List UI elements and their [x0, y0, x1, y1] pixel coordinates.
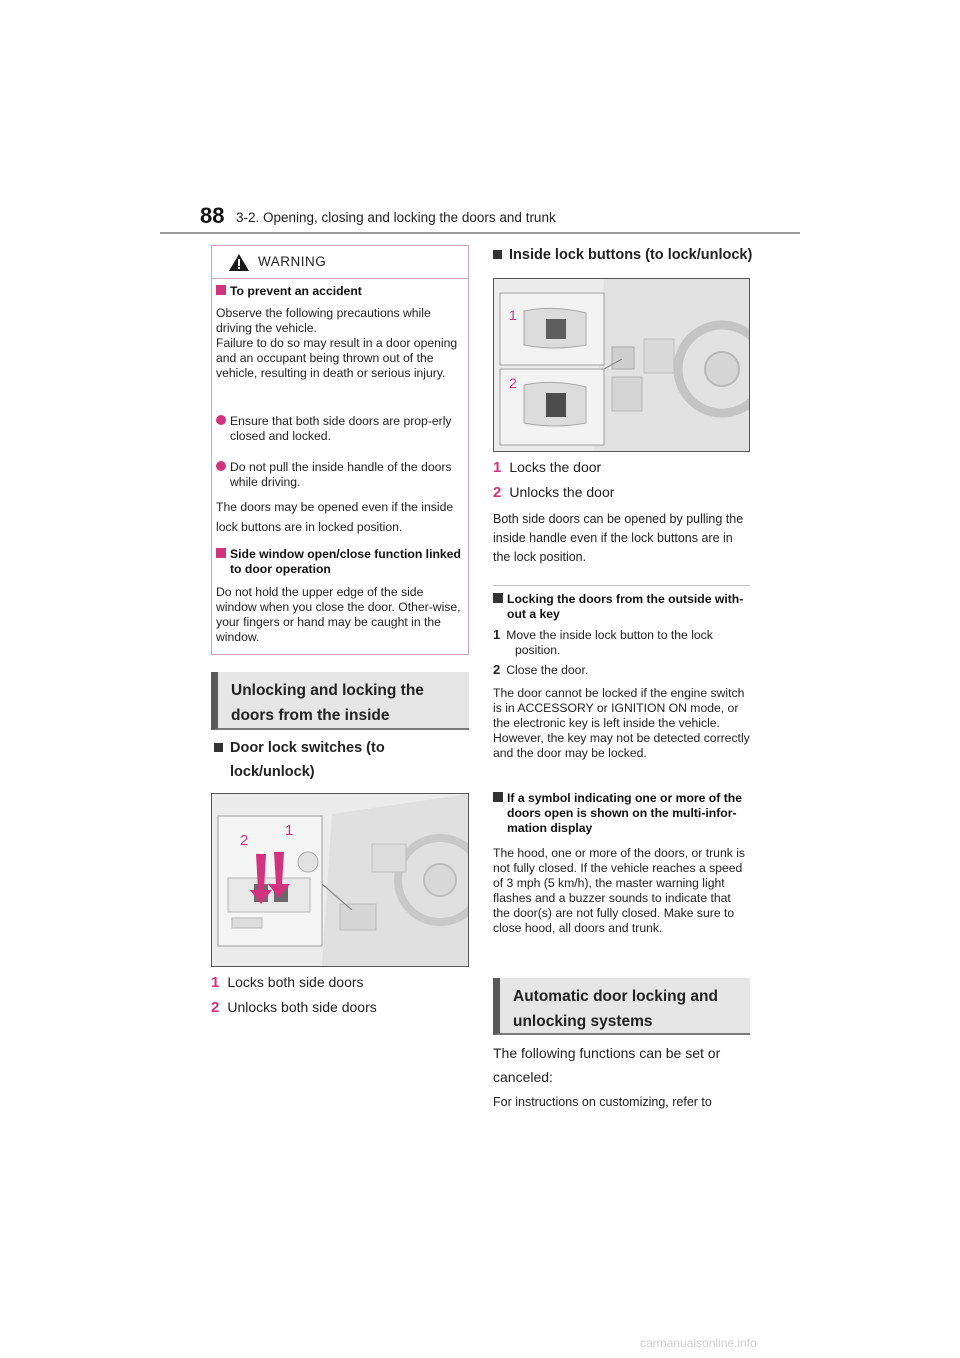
para-customizing: For instructions on customizing, refer to	[493, 1095, 712, 1109]
square-bullet-icon	[214, 743, 223, 752]
circle-bullet-icon	[216, 415, 226, 425]
step-move-lock-button: 1 Move the inside lock button to the lock position.	[493, 627, 713, 657]
warning-title: WARNING	[258, 254, 327, 269]
warning-para-failure: Failure to do so may result in a door opening and an occupant being thrown out of the vehicle, resulting in death or serious injury.	[216, 336, 458, 380]
figure1-callout-1: 1	[285, 822, 294, 839]
square-bullet-icon	[216, 548, 226, 558]
para-hood-not-closed: The hood, one or more of the doors, or trunk is not fully closed. If the vehicle reaches a speed of 3 mph (5 km/h), the master warning light flashes and a buzzer sounds to indicate that the door(s) are not fully closed. Make sure to close hood, all doors and trunk.	[493, 846, 746, 935]
inside-lock-button-image	[494, 279, 749, 451]
note-both-doors-open: Both side doors can be opened by pulling the inside handle even if the lock buttons are in the lock position.	[493, 512, 744, 564]
warning-box	[211, 245, 469, 655]
figure2-callout-1: 1	[509, 307, 517, 323]
list-item-locks-door: 1 Locks the door	[493, 459, 602, 476]
warning-para-window: Do not hold the upper edge of the side window when you close the door. Other-wise, your fingers or hand may be caught in the window.	[216, 585, 461, 644]
square-bullet-icon	[216, 285, 226, 295]
chapter-title: 3-2. Opening, closing and locking the doors and trunk	[236, 210, 556, 225]
list-item-unlocks-door: 2 Unlocks the door	[493, 484, 615, 501]
section-header-automatic: Automatic door locking and unlocking systems	[493, 978, 750, 1035]
warning-header	[212, 246, 468, 279]
para-door-cannot-lock: The door cannot be locked if the engine switch is in ACCESSORY or IGNITION ON mode, or the electronic key is left inside the vehicle. However, the key may not be detected correctly and the door may be locked.	[493, 686, 750, 760]
square-bullet-icon	[493, 250, 502, 259]
warning-para-precautions: Observe the following precautions while driving the vehicle.	[216, 306, 431, 335]
subhead-inside-lock-buttons: Inside lock buttons (to lock/unlock)	[493, 243, 753, 267]
list-item-lock-both: 1 Locks both side doors	[211, 974, 364, 991]
header-rule	[160, 232, 800, 234]
figure1-callout-2: 2	[240, 832, 249, 849]
figure2-callout-2: 2	[509, 375, 517, 391]
warning-para-may-open: The doors may be opened even if the inside lock buttons are in locked position.	[216, 500, 454, 534]
warning-subhead-window: Side window open/close function linked to door operation	[216, 547, 464, 577]
subhead-door-lock-switches: Door lock switches (to lock/unlock)	[214, 736, 454, 784]
door-lock-switch-image	[212, 794, 468, 966]
door-lock-switch-illustration	[211, 793, 469, 967]
warning-bullet-inside-handle: Do not pull the inside handle of the doors while driving.	[216, 460, 464, 490]
divider	[493, 585, 750, 586]
subhead-locking-outside: Locking the doors from the outside with-out a key	[493, 592, 751, 622]
square-bullet-icon	[493, 593, 503, 603]
circle-bullet-icon	[216, 461, 226, 471]
inside-lock-button-illustration	[493, 278, 750, 452]
warning-triangle-icon	[229, 254, 249, 271]
section-header-unlocking: Unlocking and locking the doors from the inside	[211, 672, 469, 730]
subhead-door-open-symbol: If a symbol indicating one or more of the doors open is shown on the multi-infor-mation display	[493, 791, 751, 836]
square-bullet-icon	[493, 792, 503, 802]
footer-watermark: carmanualsonline.info	[640, 1336, 757, 1350]
step-close-door: 2 Close the door.	[493, 662, 589, 677]
warning-subhead-accident: To prevent an accident	[216, 284, 464, 299]
warning-bullet-doors-closed: Ensure that both side doors are prop-erly closed and locked.	[216, 414, 464, 444]
page-number: 88	[200, 203, 225, 228]
list-item-unlock-both: 2 Unlocks both side doors	[211, 999, 377, 1016]
para-functions-set: The following functions can be set or canceled:	[493, 1045, 721, 1085]
